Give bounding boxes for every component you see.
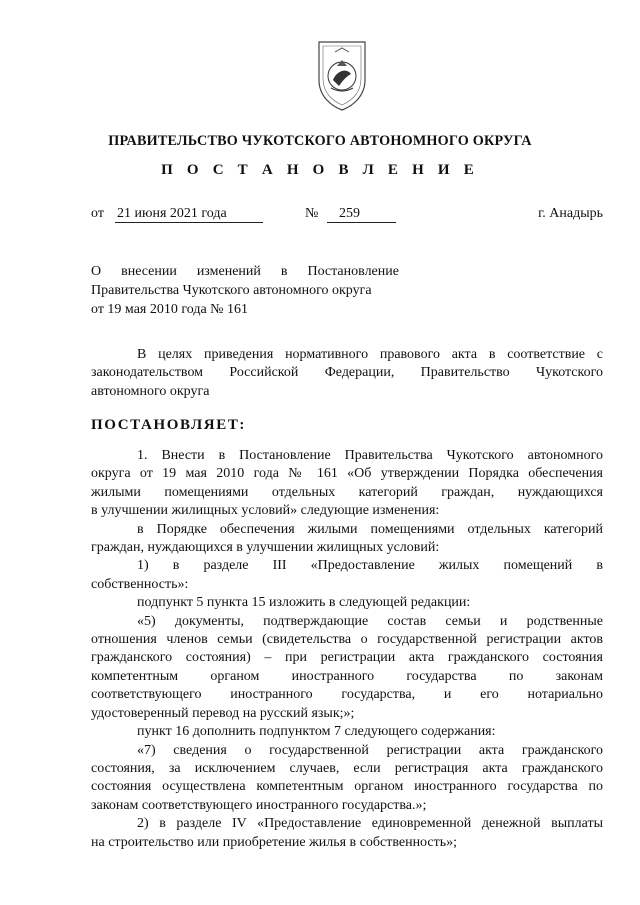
- body-line: гражданского состояния) – при регистрации акта гражданского состояния: [91, 650, 603, 666]
- number-sign: №: [305, 206, 319, 221]
- body-line: состояния, за исключением случаев, если регистрация акта гражданского: [91, 760, 603, 776]
- body-line: отношения членов семьи (свидетельства о государственной регистрации актов: [91, 632, 603, 648]
- body-line: в улучшении жилищных условий» следующие изменения:: [91, 503, 440, 519]
- subject-line-1: О внесении изменений в Постановление: [91, 264, 399, 279]
- body-line: на строительство или приобретение жилья в собственность»;: [91, 834, 458, 850]
- document-meta: [91, 206, 603, 226]
- body-line: пункт 16 дополнить подпунктом 7 следующего содержания:: [137, 724, 496, 740]
- body-line: состояния осуществлена компетентным органом иностранного государства по: [91, 779, 603, 795]
- body-line: в Порядке обеспечения жилыми помещениями отдельных категорий: [137, 521, 603, 537]
- date-underline: [115, 206, 263, 223]
- body-line: 1. Внести в Постановление Правительства Чукотского автономного: [137, 448, 603, 463]
- body-line: округа от 19 мая 2010 года № 161 «Об утверждении Порядка обеспечения: [91, 466, 603, 482]
- preamble: В целях приведения нормативного правового акта в соответствие с законодательством Российской Федерации, Правительство Чукотского автономного округа: [91, 347, 603, 399]
- body-line: собственность»:: [91, 576, 189, 592]
- body-line: компетентным органом иностранного государства по законам: [91, 668, 603, 684]
- document-number: 259: [339, 206, 360, 221]
- body-line: законам соответствующего иностранного государства.»;: [91, 797, 427, 813]
- subject-line-3: от 19 мая 2010 года № 161: [91, 302, 249, 317]
- date-prefix: от: [91, 206, 104, 221]
- body-line: «5) документы, подтверждающие состав семьи и родственные: [137, 613, 603, 629]
- body-line: 1) в разделе III «Предоставление жилых помещений в: [137, 558, 603, 574]
- body-line: жилыми помещениями отдельных категорий граждан, нуждающихся: [91, 484, 603, 500]
- coat-of-arms-icon: [313, 36, 371, 112]
- document-date: 21 июня 2021 года: [117, 206, 227, 221]
- city: г. Анадырь: [538, 206, 603, 221]
- decree-body: [91, 447, 603, 852]
- resolves-heading: ПОСТАНОВЛЯЕТ:: [91, 417, 247, 433]
- body-line: удостоверенный перевод на русский язык;»;: [91, 705, 355, 721]
- body-line: подпункт 5 пункта 15 изложить в следующей редакции:: [137, 595, 471, 611]
- body-line: соответствующего иностранного государства, и его нотариально: [91, 687, 603, 703]
- body-line: граждан, нуждающихся в улучшении жилищных условий:: [91, 540, 440, 556]
- body-line: «7) сведения о государственной регистрации акта гражданского: [137, 742, 603, 758]
- number-underline: [327, 206, 396, 223]
- body-line: 2) в разделе IV «Предоставление единовременной денежной выплаты: [137, 816, 603, 832]
- document-type: П О С Т А Н О В Л Е Н И Е: [161, 162, 479, 178]
- government-title: ПРАВИТЕЛЬСТВО ЧУКОТСКОГО АВТОНОМНОГО ОКРУГА: [108, 133, 532, 149]
- subject-line-2: Правительства Чукотского автономного округа: [91, 283, 372, 298]
- document-subject: [91, 262, 399, 319]
